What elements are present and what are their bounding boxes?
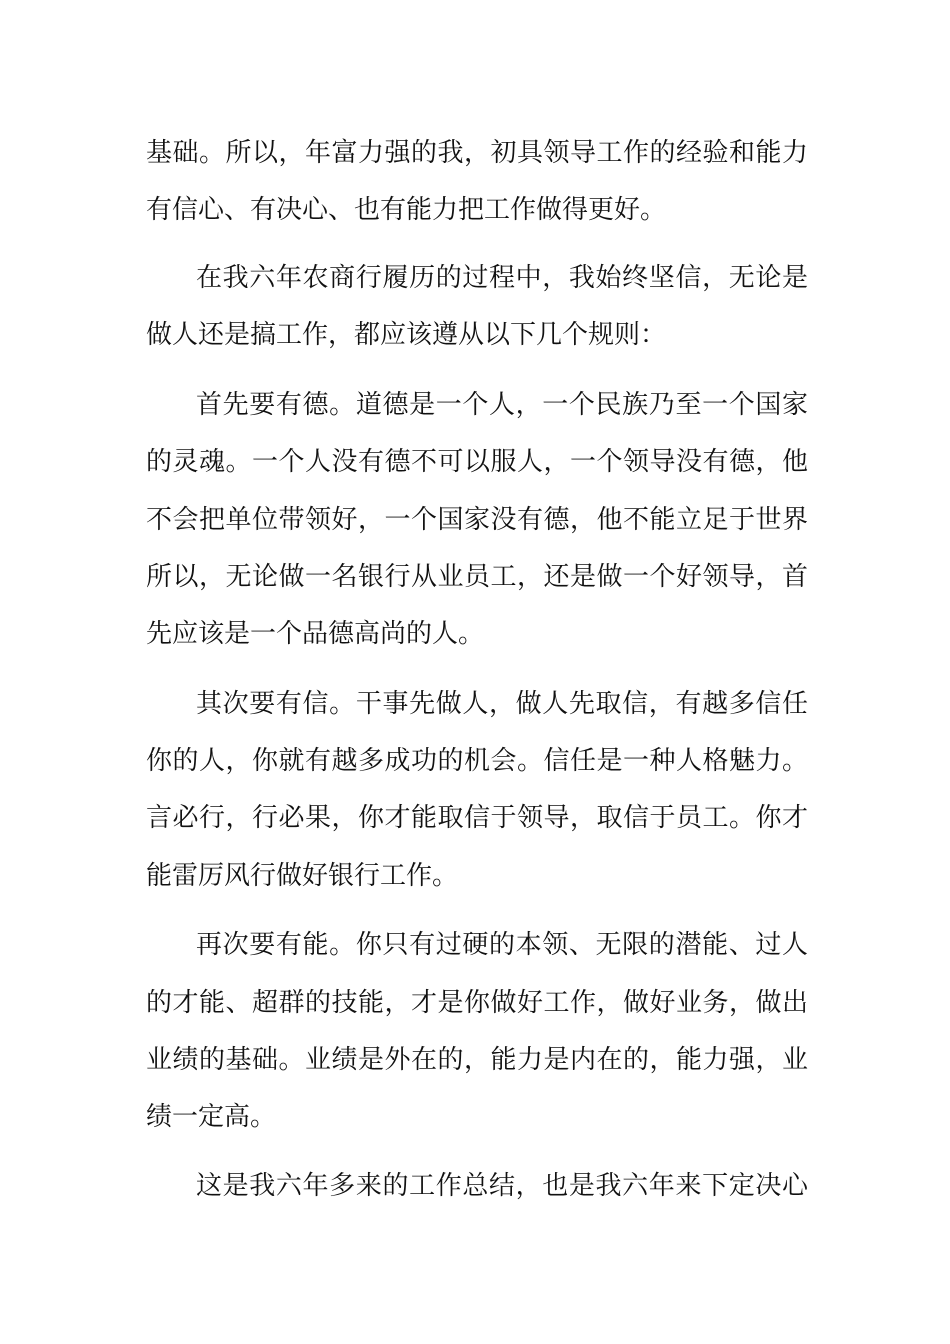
text-line: 言必行，行必果，你才能取信于领导，取信于员工。你才	[146, 803, 808, 833]
text-line: 你的人，你就有越多成功的机会。信任是一种人格魅力。	[146, 746, 808, 776]
text-line: 业绩的基础。业绩是外在的，能力是内在的，能力强，业	[146, 1045, 808, 1075]
text-line: 先应该是一个品德高尚的人。	[146, 619, 485, 649]
text-line: 基础。所以，年富力强的我，初具领导工作的经验和能力	[146, 138, 808, 168]
paragraph-first-line: 首先要有德。道德是一个人，一个民族乃至一个国家	[196, 390, 808, 420]
paragraph-first-line: 其次要有信。干事先做人，做人先取信，有越多信任	[196, 689, 808, 719]
text-line: 的灵魂。一个人没有德不可以服人，一个领导没有德，他	[146, 447, 808, 477]
text-line: 绩一定高。	[146, 1102, 277, 1132]
paragraph-first-line: 这是我六年多来的工作总结，也是我六年来下定决心	[196, 1171, 808, 1201]
paragraph-first-line: 再次要有能。你只有过硬的本领、无限的潜能、过人	[196, 930, 808, 960]
text-line: 不会把单位带领好，一个国家没有德，他不能立足于世界	[146, 505, 808, 535]
text-line: 所以，无论做一名银行从业员工，还是做一个好领导，首	[146, 562, 808, 592]
text-line: 有信心、有决心、也有能力把工作做得更好。	[146, 195, 667, 225]
text-line: 能雷厉风行做好银行工作。	[146, 861, 459, 891]
text-line: 的才能、超群的技能，才是你做好工作，做好业务，做出	[146, 988, 808, 1018]
paragraph-first-line: 在我六年农商行履历的过程中，我始终坚信，无论是	[196, 263, 808, 293]
text-line: 做人还是搞工作，都应该遵从以下几个规则：	[146, 320, 667, 350]
